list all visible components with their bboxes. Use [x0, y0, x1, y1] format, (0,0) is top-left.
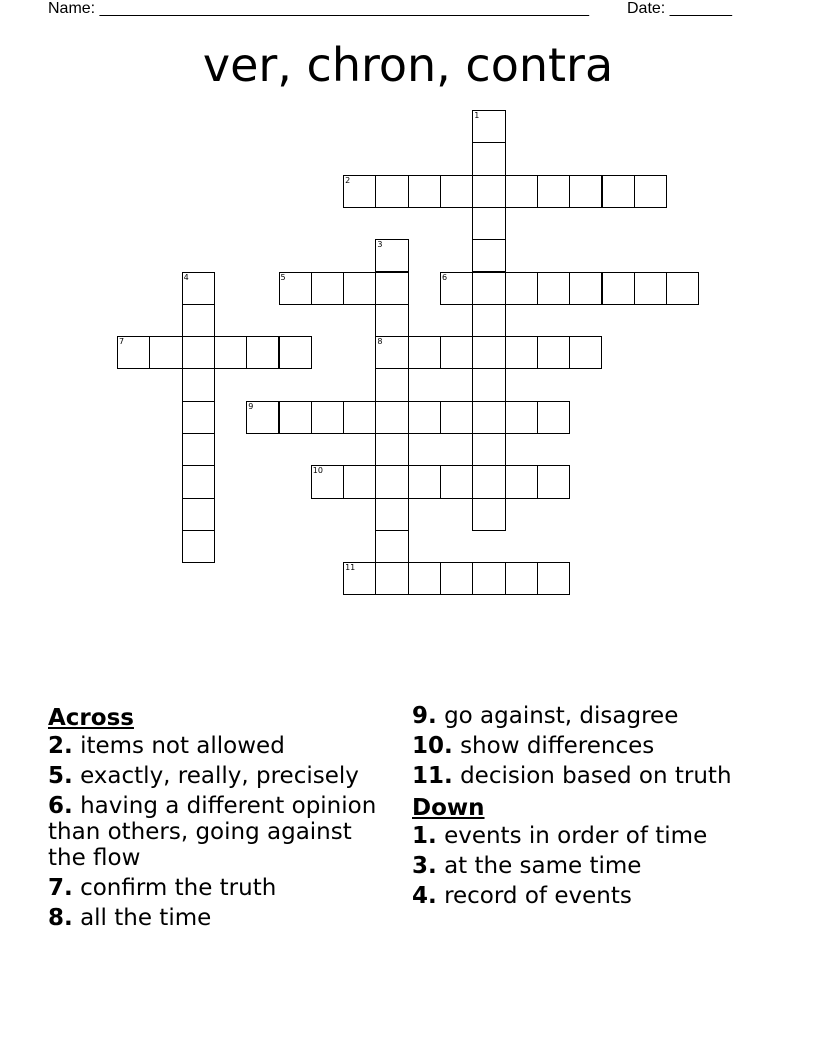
clue-number: 4	[183, 272, 189, 282]
grid-cell[interactable]	[182, 433, 215, 466]
grid-cell[interactable]	[472, 110, 505, 143]
clue-number: 2	[345, 175, 351, 185]
grid-cell[interactable]	[343, 175, 376, 208]
grid-cell[interactable]	[472, 175, 505, 208]
grid-cell[interactable]	[666, 272, 699, 305]
grid-cell[interactable]	[472, 401, 505, 434]
grid-cell[interactable]	[537, 562, 570, 595]
clues-left-column	[48, 703, 388, 935]
grid-cell[interactable]	[375, 304, 408, 337]
clue-down-4: 4. record of events	[412, 883, 632, 909]
grid-cell[interactable]	[375, 530, 408, 563]
grid-cell[interactable]	[602, 175, 635, 208]
grid-cell[interactable]	[440, 272, 473, 305]
grid-cell[interactable]	[408, 562, 441, 595]
clue-number: 10	[312, 466, 323, 476]
grid-cell[interactable]	[634, 175, 667, 208]
clue-across-11: 11. decision based on truth	[412, 763, 732, 789]
clue-across-5: 5. exactly, really, precisely	[48, 763, 359, 789]
date-line: Date: _______	[627, 0, 732, 17]
clue-number: 3	[377, 240, 383, 250]
grid-cell[interactable]	[343, 562, 376, 595]
grid-cell[interactable]	[343, 401, 376, 434]
grid-cell[interactable]	[182, 368, 215, 401]
clue-down-1: 1. events in order of time	[412, 823, 708, 849]
grid-cell[interactable]	[505, 401, 538, 434]
name-line: Name: _______________________________________________________	[48, 0, 589, 17]
grid-cell[interactable]	[602, 272, 635, 305]
grid-cell[interactable]	[279, 272, 312, 305]
grid-cell[interactable]	[505, 272, 538, 305]
clue-across-9: 9. go against, disagree	[412, 703, 679, 729]
clue-across-8: 8. all the time	[48, 905, 212, 931]
clue-down-3: 3. at the same time	[412, 853, 642, 879]
grid-cell[interactable]	[472, 272, 505, 305]
grid-cell[interactable]	[472, 368, 505, 401]
grid-cell[interactable]	[440, 175, 473, 208]
grid-cell[interactable]	[117, 336, 150, 369]
grid-cell[interactable]	[634, 272, 667, 305]
grid-cell[interactable]	[505, 465, 538, 498]
grid-cell[interactable]	[569, 272, 602, 305]
clue-number: 9	[248, 401, 254, 411]
grid-cell[interactable]	[537, 175, 570, 208]
grid-cell[interactable]	[182, 401, 215, 434]
grid-cell[interactable]	[408, 401, 441, 434]
clue-across-2: 2. items not allowed	[48, 733, 285, 759]
grid-cell[interactable]	[537, 401, 570, 434]
clues-right-column	[412, 703, 792, 913]
grid-cell[interactable]	[472, 562, 505, 595]
down-heading: Down	[412, 795, 485, 821]
grid-cell[interactable]	[537, 465, 570, 498]
grid-cell[interactable]	[472, 465, 505, 498]
grid-cell[interactable]	[375, 272, 408, 305]
grid-cell[interactable]	[279, 401, 312, 434]
clue-number: 6	[442, 272, 448, 282]
grid-cell[interactable]	[505, 336, 538, 369]
grid-cell[interactable]	[472, 304, 505, 337]
grid-cell[interactable]	[375, 175, 408, 208]
grid-cell[interactable]	[472, 142, 505, 175]
grid-cell[interactable]	[182, 304, 215, 337]
grid-cell[interactable]	[311, 465, 344, 498]
grid-cell[interactable]	[375, 336, 408, 369]
grid-cell[interactable]	[375, 239, 408, 272]
grid-cell[interactable]	[569, 336, 602, 369]
grid-cell[interactable]	[472, 207, 505, 240]
grid-cell[interactable]	[375, 401, 408, 434]
grid-cell[interactable]	[375, 465, 408, 498]
grid-cell[interactable]	[472, 498, 505, 531]
clue-across-7: 7. confirm the truth	[48, 875, 277, 901]
clue-across-10: 10. show differences	[412, 733, 655, 759]
grid-cell[interactable]	[375, 498, 408, 531]
grid-cell[interactable]	[182, 272, 215, 305]
grid-cell[interactable]	[214, 336, 247, 369]
grid-cell[interactable]	[569, 175, 602, 208]
grid-cell[interactable]	[246, 336, 279, 369]
grid-cell[interactable]	[375, 562, 408, 595]
grid-cell[interactable]	[537, 336, 570, 369]
grid-cell[interactable]	[472, 239, 505, 272]
grid-cell[interactable]	[311, 401, 344, 434]
grid-cell[interactable]	[149, 336, 182, 369]
grid-cell[interactable]	[343, 465, 376, 498]
grid-cell[interactable]	[537, 272, 570, 305]
grid-cell[interactable]	[375, 368, 408, 401]
grid-cell[interactable]	[182, 465, 215, 498]
grid-cell[interactable]	[440, 465, 473, 498]
clue-number: 7	[119, 337, 125, 347]
page-title: ver, chron, contra	[202, 38, 614, 92]
grid-cell[interactable]	[472, 433, 505, 466]
clue-number: 1	[474, 111, 480, 120]
clue-number: 5	[280, 272, 286, 282]
grid-cell[interactable]	[246, 401, 279, 434]
grid-cell[interactable]	[311, 272, 344, 305]
clue-across-6: 6. having a different opinion than others, going against the flow	[48, 793, 377, 871]
grid-cell[interactable]	[279, 336, 312, 369]
grid-cell[interactable]	[440, 336, 473, 369]
grid-cell[interactable]	[408, 465, 441, 498]
grid-cell[interactable]	[472, 336, 505, 369]
grid-cell[interactable]	[343, 272, 376, 305]
grid-cell[interactable]	[440, 401, 473, 434]
grid-cell[interactable]	[505, 175, 538, 208]
grid-cell[interactable]	[505, 562, 538, 595]
clue-number: 8	[377, 337, 383, 347]
clue-number: 11	[345, 563, 356, 573]
across-heading: Across	[48, 705, 134, 731]
grid-cell[interactable]	[408, 175, 441, 208]
grid-cell[interactable]	[440, 562, 473, 595]
grid-cell[interactable]	[375, 433, 408, 466]
grid-cell[interactable]	[182, 336, 215, 369]
grid-cell[interactable]	[408, 336, 441, 369]
grid-cell[interactable]	[182, 530, 215, 563]
grid-cell[interactable]	[182, 498, 215, 531]
